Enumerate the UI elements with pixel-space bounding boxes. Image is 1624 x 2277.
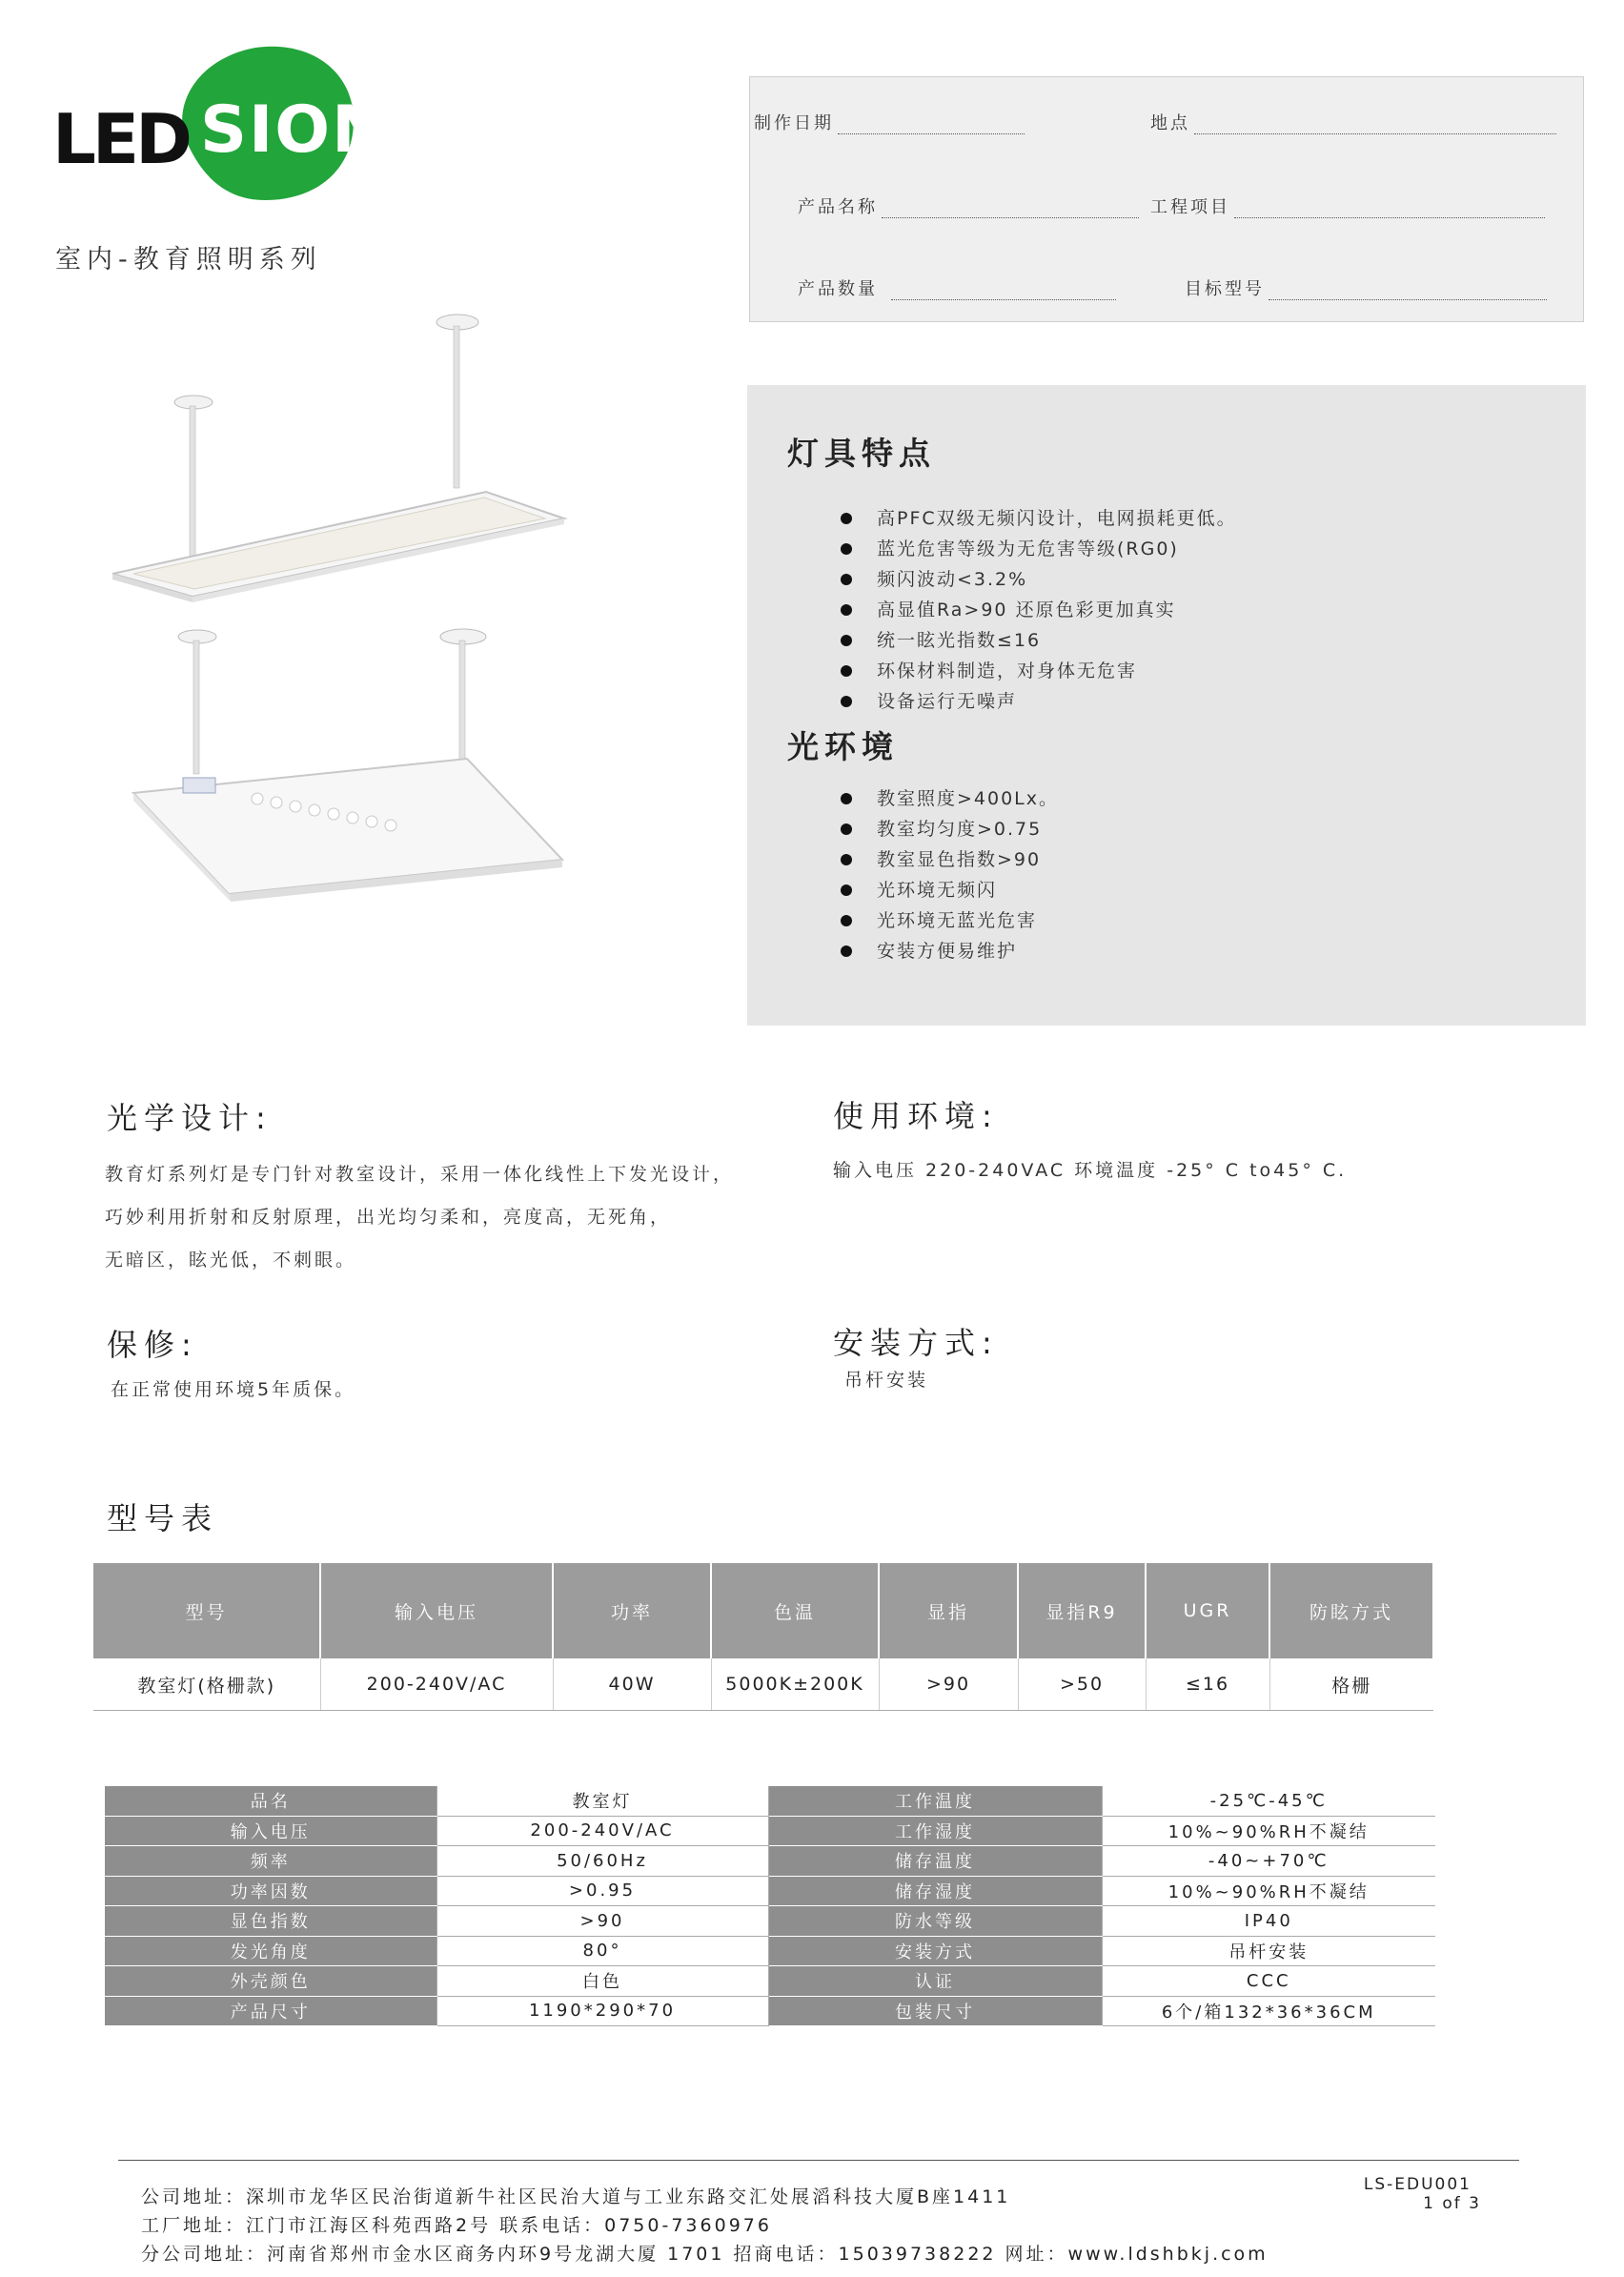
date-field [754, 110, 1025, 134]
model-table [93, 1563, 1434, 1711]
product-name-line [882, 204, 1139, 218]
place-field [1150, 110, 1556, 134]
column-header: 显指 [879, 1563, 1018, 1658]
spec-label: 产品尺寸 [105, 1996, 436, 2026]
footer-divider [118, 2160, 1519, 2161]
install-text: 吊杆安装 [844, 1370, 929, 1391]
doc-code: LS-EDU001 [1363, 2175, 1472, 2194]
column-header: 色温 [711, 1563, 879, 1658]
bullet-icon [841, 513, 852, 524]
usage-title: 使用环境: [833, 1098, 999, 1134]
lamp-bottom-icon [133, 629, 562, 902]
light-environment-title: 光环境 [787, 728, 899, 765]
bullet-icon [841, 945, 852, 957]
list-item: 设备运行无噪声 [841, 686, 1237, 717]
column-header: 功率 [553, 1563, 711, 1658]
spec-label: 功率因数 [105, 1876, 436, 1906]
table-cell: >50 [1018, 1658, 1146, 1711]
spec-label: 储存温度 [768, 1846, 1102, 1877]
spec-value: CCC [1102, 1966, 1435, 1997]
spec-label: 安装方式 [768, 1936, 1102, 1966]
spec-label: 品名 [105, 1786, 436, 1816]
logo-text-led: LED [52, 99, 189, 179]
list-item: 教室显色指数>90 [841, 844, 1059, 875]
spec-label: 工作温度 [768, 1786, 1102, 1816]
bullet-icon [841, 665, 852, 677]
spec-value: 50/60Hz [436, 1846, 768, 1877]
page-number: 1 of 3 [1423, 2194, 1481, 2213]
quantity-label: 产品数量 [798, 279, 878, 299]
spec-value: 10%~90%RH不凝结 [1102, 1816, 1435, 1846]
bullet-icon [841, 884, 852, 896]
table-row [105, 1996, 1435, 2026]
table-cell: 教室灯(格栅款) [93, 1658, 320, 1711]
list-item: 教室均匀度>0.75 [841, 814, 1059, 844]
list-item: 统一眩光指数≤16 [841, 625, 1237, 656]
product-illustration [105, 311, 581, 911]
spec-value: -40~+70℃ [1102, 1846, 1435, 1877]
spec-label: 储存湿度 [768, 1876, 1102, 1906]
footer-branch: 分公司地址：河南省郑州市金水区商务内环9号龙湖大厦 1701 招商电话：15039738222 网址：www.ldshbkj.com [141, 2244, 1269, 2265]
list-item: 高显值Ra>90 还原色彩更加真实 [841, 595, 1237, 625]
table-cell: ≤16 [1146, 1658, 1269, 1711]
list-item: 光环境无频闪 [841, 875, 1059, 905]
bullet-icon [841, 854, 852, 865]
target-model-line [1269, 286, 1547, 300]
date-label: 制作日期 [754, 113, 834, 133]
list-item: 教室照度>400Lx。 [841, 783, 1059, 814]
spec-value: 10%~90%RH不凝结 [1102, 1876, 1435, 1906]
optics-title: 光学设计: [107, 1100, 273, 1136]
warranty-text: 在正常使用环境5年质保。 [111, 1379, 356, 1400]
target-model-label: 目标型号 [1185, 279, 1265, 299]
spec-label: 认证 [768, 1966, 1102, 1997]
bullet-icon [841, 915, 852, 926]
list-item: 安装方便易维护 [841, 936, 1059, 966]
bullet-icon [841, 793, 852, 804]
list-item: 高PFC双级无频闪设计，电网损耗更低。 [841, 503, 1237, 534]
list-item: 环保材料制造，对身体无危害 [841, 656, 1237, 686]
project-label: 工程项目 [1150, 197, 1230, 217]
table-cell: >90 [879, 1658, 1018, 1711]
spec-label: 外壳颜色 [105, 1966, 436, 1997]
place-line [1194, 120, 1556, 134]
footer-factory: 工厂地址：江门市江海区科苑西路2号 联系电话：0750-7360976 [141, 2215, 772, 2236]
spec-label: 发光角度 [105, 1936, 436, 1966]
spec-value: 6个/箱132*36*36CM [1102, 1996, 1435, 2026]
spec-value: 白色 [436, 1966, 768, 1997]
spec-value: 200-240V/AC [436, 1816, 768, 1846]
optics-line: 无暗区，眩光低，不刺眼。 [105, 1250, 357, 1271]
spec-value: 80° [436, 1936, 768, 1966]
table-cell: 格栅 [1269, 1658, 1433, 1711]
list-item: 频闪波动<3.2% [841, 564, 1237, 595]
table-cell: 5000K±200K [711, 1658, 879, 1711]
spec-value: >0.95 [436, 1876, 768, 1906]
spec-value: -25℃-45℃ [1102, 1786, 1435, 1816]
usage-text: 输入电压 220-240VAC 环境温度 -25° C to45° C. [833, 1160, 1348, 1181]
logo-text-sion: SION [200, 92, 388, 168]
features-panel [747, 385, 1586, 1026]
features-title: 灯具特点 [787, 435, 936, 472]
optics-line: 教育灯系列灯是专门针对教室设计，采用一体化线性上下发光设计， [105, 1164, 735, 1185]
spec-label: 输入电压 [105, 1816, 436, 1846]
product-name-label: 产品名称 [798, 197, 878, 217]
bullet-icon [841, 574, 852, 585]
spec-value: >90 [436, 1906, 768, 1937]
table-header-row [93, 1563, 1433, 1658]
date-line [838, 120, 1025, 134]
table-row [105, 1906, 1435, 1937]
bullet-icon [841, 604, 852, 616]
table-row [93, 1658, 1433, 1711]
lamp-top-icon [112, 315, 564, 602]
table-row [105, 1786, 1435, 1816]
bullet-icon [841, 635, 852, 646]
brand-logo [52, 40, 388, 212]
column-header: 输入电压 [320, 1563, 553, 1658]
spec-label: 显色指数 [105, 1906, 436, 1937]
spec-value: 1190*290*70 [436, 1996, 768, 2026]
project-line [1234, 204, 1545, 218]
quantity-field [798, 275, 1116, 300]
optics-text [105, 1153, 734, 1282]
table-cell: 200-240V/AC [320, 1658, 553, 1711]
table-row [105, 1966, 1435, 1997]
project-field [1150, 193, 1545, 218]
spec-label: 防水等级 [768, 1906, 1102, 1937]
list-item: 光环境无蓝光危害 [841, 905, 1059, 936]
info-form-box [749, 76, 1584, 322]
spec-label: 工作湿度 [768, 1816, 1102, 1846]
spec-label: 频率 [105, 1846, 436, 1877]
series-title: 室内-教育照明系列 [55, 245, 322, 274]
column-header: 防眩方式 [1269, 1563, 1433, 1658]
spec-value: 教室灯 [436, 1786, 768, 1816]
model-table-title: 型号表 [107, 1500, 219, 1536]
table-cell: 40W [553, 1658, 711, 1711]
column-header: 型号 [93, 1563, 320, 1658]
list-item: 蓝光危害等级为无危害等级(RG0) [841, 534, 1237, 564]
features-list [841, 503, 1237, 717]
target-model-field [1185, 275, 1547, 300]
light-environment-list [841, 783, 1059, 966]
spec-value: IP40 [1102, 1906, 1435, 1937]
product-name-field [798, 193, 1139, 218]
table-row [105, 1846, 1435, 1877]
quantity-line [891, 286, 1116, 300]
optics-line: 巧妙利用折射和反射原理，出光均匀柔和，亮度高，无死角， [105, 1207, 672, 1228]
table-row [105, 1876, 1435, 1906]
bullet-icon [841, 823, 852, 835]
place-label: 地点 [1150, 113, 1190, 133]
column-header: 显指R9 [1018, 1563, 1146, 1658]
table-row [105, 1816, 1435, 1846]
bullet-icon [841, 543, 852, 555]
bullet-icon [841, 696, 852, 707]
install-title: 安装方式: [833, 1325, 999, 1361]
spec-label: 包装尺寸 [768, 1996, 1102, 2026]
table-row [105, 1936, 1435, 1966]
footer-address: 公司地址：深圳市龙华区民治街道新牛社区民治大道与工业东路交汇处展滔科技大厦B座1411 [141, 2186, 1011, 2207]
spec-value: 吊杆安装 [1102, 1936, 1435, 1966]
spec-table [105, 1786, 1435, 2026]
warranty-title: 保修: [107, 1327, 198, 1363]
column-header: UGR [1146, 1563, 1269, 1658]
